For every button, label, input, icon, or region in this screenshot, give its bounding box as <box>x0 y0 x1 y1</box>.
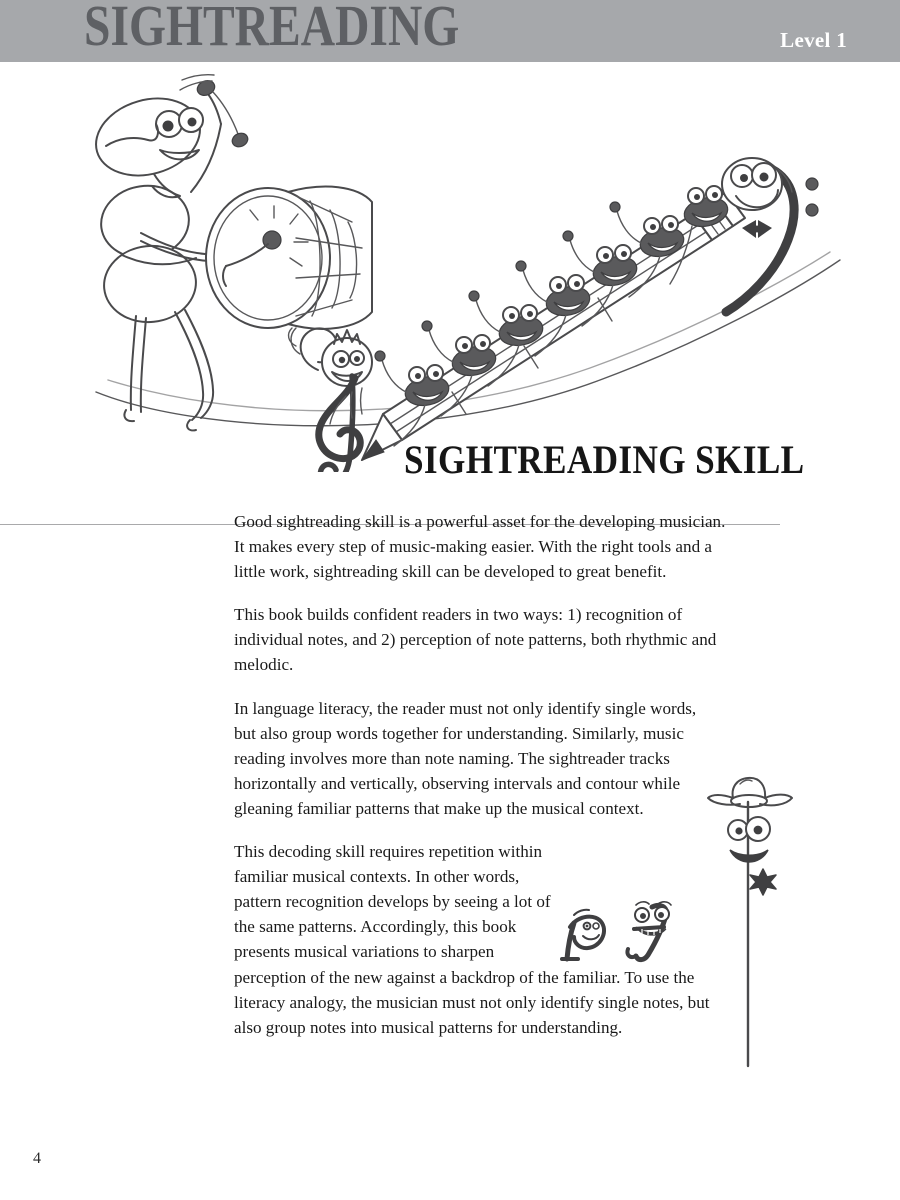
paragraph-4a: This decoding skill requires repetition within familiar musical contexts. In other words, pattern recognition develops by seeing a lot of the same patterns. Accordingly, this book presents musical variations to sharpen <box>234 842 551 962</box>
treble-clef-character <box>289 328 372 472</box>
sheriff-note-character <box>700 774 810 1069</box>
paragraph-2: This book builds confident readers in two ways: 1) recognition of individual notes, and 2) perception of note patterns, both rhythmic and melodic. <box>234 605 717 675</box>
bass-clef-character <box>722 158 818 312</box>
paragraph-1: Good sightreading skill is a powerful asset for the developing musician. It makes every step of music-making easier. With the right tools and a little work, sightreading skill can be developed to great benefit. <box>234 512 726 582</box>
paragraph-4b: perception of the new against a backdrop of the familiar. To use the literacy analogy, the musician must not only identify single notes, but also group notes into musical patterns for understanding. <box>234 967 710 1037</box>
sheriff-star-badge-icon <box>750 869 776 895</box>
page-number: 4 <box>33 1150 41 1167</box>
dynamics-doodle-group <box>556 901 696 965</box>
eyes <box>728 817 770 841</box>
bow-tie <box>742 220 772 238</box>
dynamic-piano-face-icon <box>562 910 604 959</box>
dynamic-forte-face-icon <box>627 902 671 960</box>
paragraph-3: In language literacy, the reader must not only identify single words, but also group words together for understanding. Similarly, music reading involves more than note naming. The sightreader tracks horizontally and vertically, observing intervals and contour while gleaning familiar patterns that make up the musical context. <box>234 698 697 818</box>
sightreading-cartoon-illustration <box>0 62 900 472</box>
page-title: SIGHTREADING <box>84 0 460 58</box>
section-heading: SIGHTREADING SKILL <box>404 437 805 482</box>
cowboy-hat-icon <box>708 778 792 807</box>
giant-pencil <box>351 192 746 460</box>
bass-drum <box>206 187 372 329</box>
level-label: Level 1 <box>780 28 847 52</box>
